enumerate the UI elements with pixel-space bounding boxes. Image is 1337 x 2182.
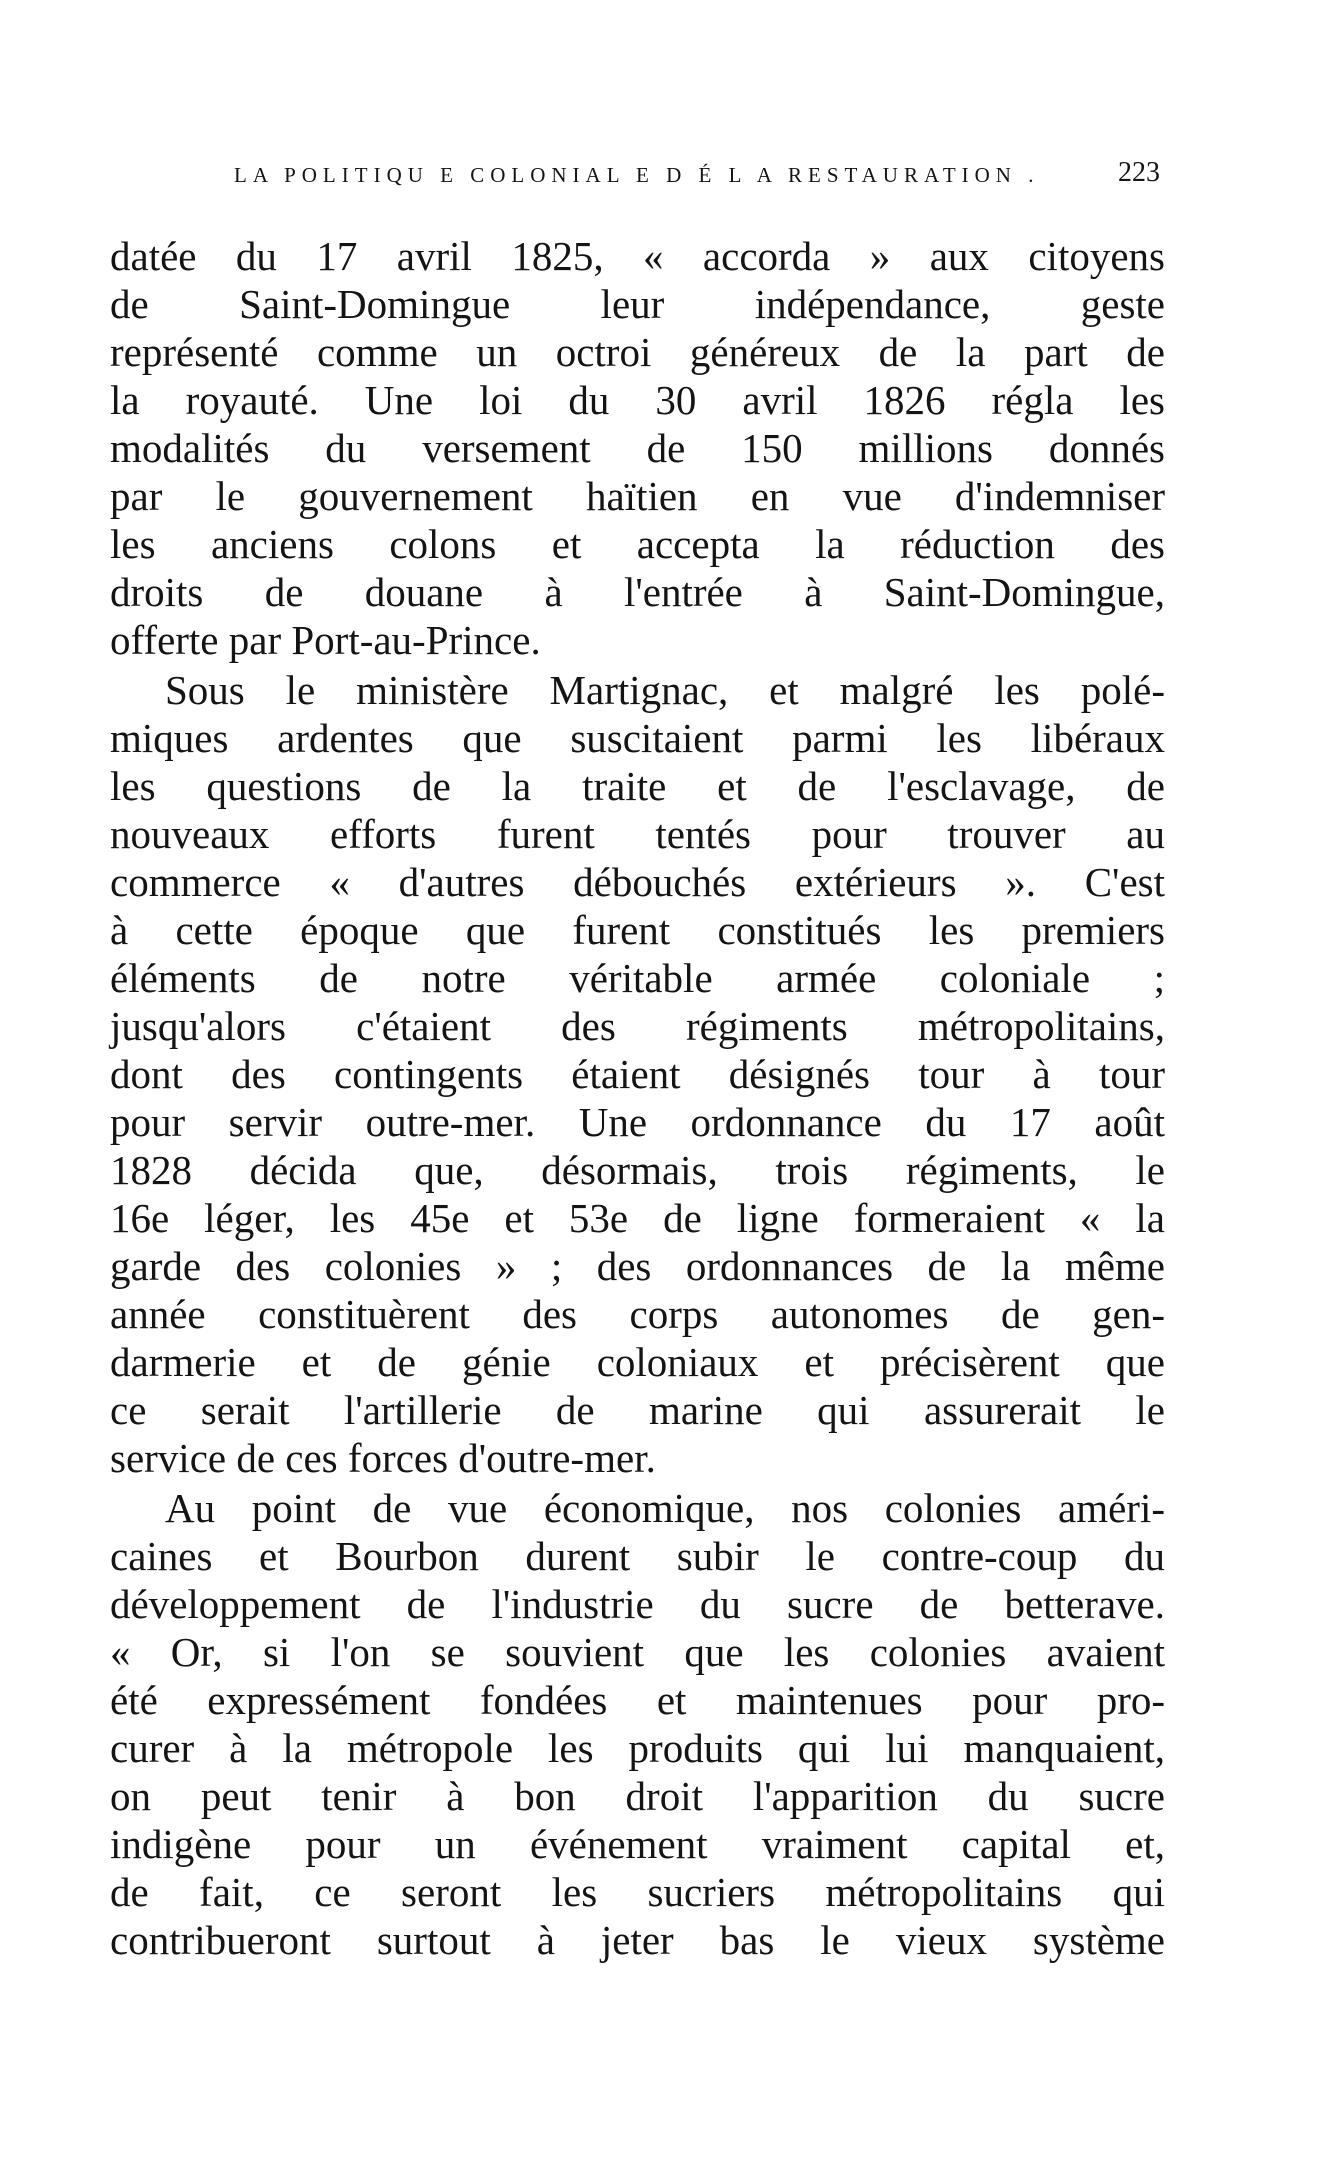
text-line: la royauté. Une loi du 30 avril 1826 régla les bbox=[110, 377, 1165, 423]
text-line: offerte par Port-au-Prince. bbox=[110, 617, 541, 663]
text-line: service de ces forces d'outre-mer. bbox=[110, 1435, 656, 1481]
text-line: représenté comme un octroi généreux de la part de bbox=[110, 329, 1165, 375]
paragraph-3 bbox=[110, 1484, 1165, 1964]
text-line: on peut tenir à bon droit l'apparition du sucre bbox=[110, 1773, 1165, 1819]
text-line: à cette époque que furent constitués les premiers bbox=[110, 907, 1165, 953]
text-line: 16e léger, les 45e et 53e de ligne formeraient « la bbox=[110, 1195, 1165, 1241]
body-text bbox=[110, 232, 1165, 1964]
running-title: LA POLITIQU E COLONIAL E D É L A RESTAURATION . bbox=[234, 163, 1040, 187]
text-line: contribueront surtout à jeter bas le vieux système bbox=[110, 1917, 1165, 1963]
text-line: indigène pour un événement vraiment capital et, bbox=[110, 1821, 1165, 1867]
text-line: de Saint-Domingue leur indépendance, geste bbox=[110, 281, 1165, 327]
text-line: « Or, si l'on se souvient que les colonies avaient bbox=[110, 1629, 1165, 1675]
text-line: nouveaux efforts furent tentés pour trouver au bbox=[110, 811, 1165, 857]
text-line: jusqu'alors c'étaient des régiments métropolitains, bbox=[110, 1003, 1165, 1049]
page-number: 223 bbox=[1118, 157, 1160, 188]
text-line: par le gouvernement haïtien en vue d'indemniser bbox=[110, 473, 1165, 519]
text-line: Sous le ministère Martignac, et malgré les polé- bbox=[165, 667, 1165, 713]
paragraph-2 bbox=[110, 666, 1165, 1482]
text-line: Au point de vue économique, nos colonies améri- bbox=[165, 1485, 1165, 1531]
text-line: 1828 décida que, désormais, trois régiments, le bbox=[110, 1147, 1165, 1193]
text-line: modalités du versement de 150 millions donnés bbox=[110, 425, 1165, 471]
text-line: garde des colonies » ; des ordonnances de la même bbox=[110, 1243, 1165, 1289]
text-line: datée du 17 avril 1825, « accorda » aux citoyens bbox=[110, 233, 1165, 279]
text-line: de fait, ce seront les sucriers métropolitains qui bbox=[110, 1869, 1165, 1915]
text-line: droits de douane à l'entrée à Saint-Domingue, bbox=[110, 569, 1165, 615]
text-line: miques ardentes que suscitaient parmi les libéraux bbox=[110, 715, 1165, 761]
text-line: darmerie et de génie coloniaux et précisèrent que bbox=[110, 1339, 1165, 1385]
text-line: commerce « d'autres débouchés extérieurs ». C'est bbox=[110, 859, 1165, 905]
text-line: éléments de notre véritable armée coloniale ; bbox=[110, 955, 1165, 1001]
text-line: ce serait l'artillerie de marine qui assurerait le bbox=[110, 1387, 1165, 1433]
text-line: caines et Bourbon durent subir le contre-coup du bbox=[110, 1533, 1165, 1579]
text-line: été expressément fondées et maintenues pour pro- bbox=[110, 1677, 1165, 1723]
text-line: les anciens colons et accepta la réduction des bbox=[110, 521, 1165, 567]
text-line: les questions de la traite et de l'esclavage, de bbox=[110, 763, 1165, 809]
text-line: dont des contingents étaient désignés tour à tour bbox=[110, 1051, 1165, 1097]
text-line: année constituèrent des corps autonomes de gen- bbox=[110, 1291, 1165, 1337]
text-line: curer à la métropole les produits qui lui manquaient, bbox=[110, 1725, 1165, 1771]
paragraph-1 bbox=[110, 232, 1165, 664]
text-line: pour servir outre-mer. Une ordonnance du 17 août bbox=[110, 1099, 1165, 1145]
text-line: développement de l'industrie du sucre de betterave. bbox=[110, 1581, 1165, 1627]
